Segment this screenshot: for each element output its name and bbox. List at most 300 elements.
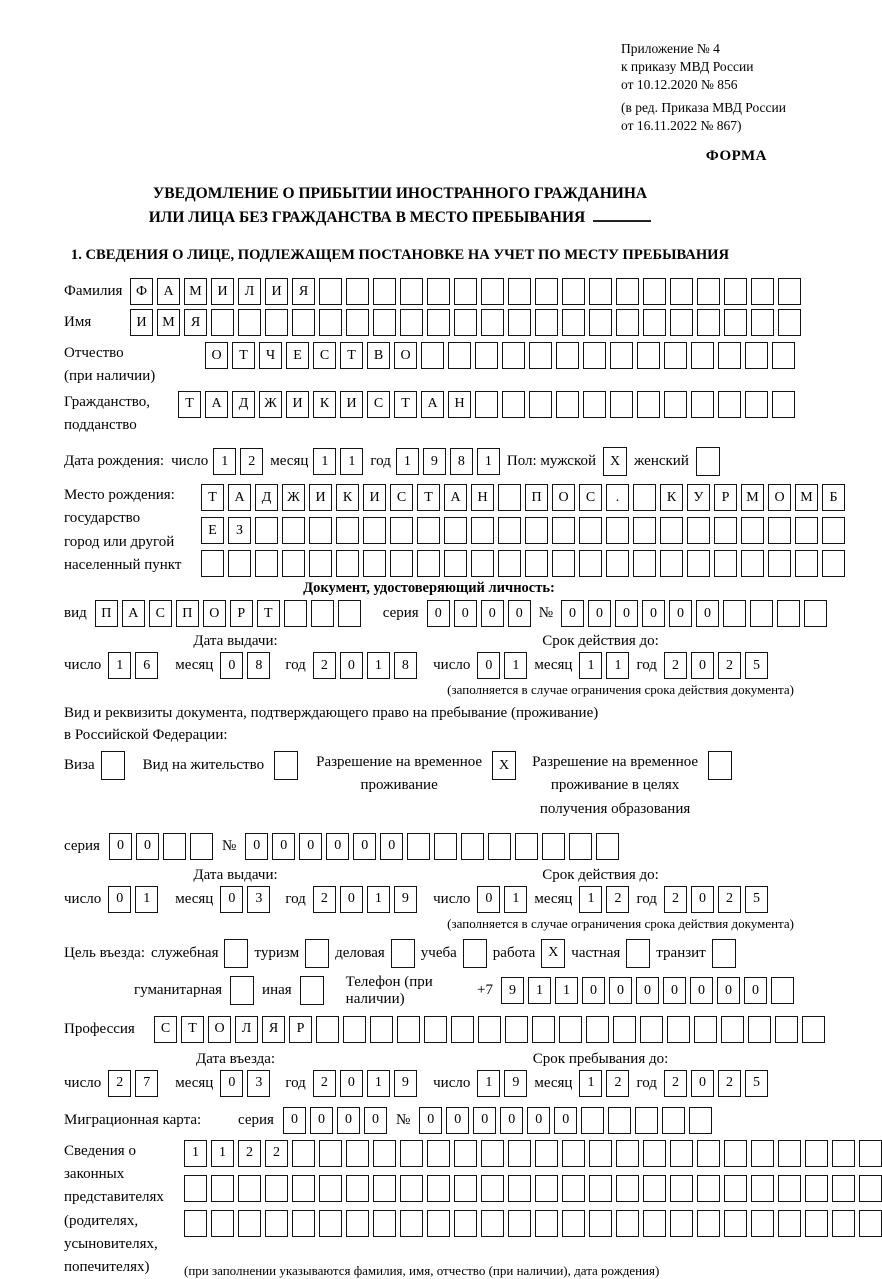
form-cell (616, 1210, 639, 1237)
form-cell: Т (232, 342, 255, 369)
form-cell (556, 342, 579, 369)
year-label: год (636, 1074, 657, 1091)
form-cell (559, 1016, 582, 1043)
form-cell: Ж (259, 391, 282, 418)
form-cell (589, 1175, 612, 1202)
form-cell (390, 550, 413, 577)
purpose-other-checkbox[interactable] (300, 976, 324, 1005)
surname-input[interactable] (130, 278, 801, 305)
form-cell: Е (201, 517, 224, 544)
phone-input[interactable] (501, 977, 794, 1004)
phone-prefix: +7 (477, 982, 493, 999)
form-cell: 6 (135, 652, 158, 679)
form-cell (724, 278, 747, 305)
form-cell (529, 391, 552, 418)
residence-permit-label: Вид на жительство (142, 757, 265, 773)
id-number-label: № (538, 605, 553, 621)
form-cell (363, 550, 386, 577)
temp-residence-checkbox[interactable] (492, 751, 516, 780)
form-cell (391, 939, 415, 968)
day-label: число (433, 657, 471, 673)
purpose-work-checkbox[interactable] (541, 939, 565, 968)
id-series-input[interactable] (427, 600, 531, 627)
purpose-transit-checkbox[interactable] (712, 939, 736, 968)
form-cell: Д (232, 391, 255, 418)
section1-heading: 1. СВЕДЕНИЯ О ЛИЦЕ, ПОДЛЕЖАЩЕМ ПОСТАНОВКЕ НА УЧЕТ ПО МЕСТУ ПРЕБЫВАНИЯ (70, 247, 730, 263)
form-cell (635, 1107, 658, 1134)
form-cell (454, 1210, 477, 1237)
form-cell: И (130, 309, 153, 336)
day-label: число (64, 1074, 102, 1091)
form-cell (768, 517, 791, 544)
form-cell (498, 484, 521, 511)
temp-res-edu-label-line3: получения образования (539, 800, 691, 817)
form-cell (319, 309, 342, 336)
form-cell (373, 1175, 396, 1202)
form-cell: 1 (367, 1070, 390, 1097)
form-cell (481, 1140, 504, 1167)
form-cell: 0 (691, 1070, 714, 1097)
purpose-label: Цель въезда: (64, 944, 145, 961)
form-cell: 0 (669, 600, 692, 627)
form-cell: Я (262, 1016, 285, 1043)
form-cell: 1 (367, 886, 390, 913)
form-cell (478, 1016, 501, 1043)
citizenship-row (64, 391, 794, 438)
patronymic-label (64, 342, 205, 389)
form-cell (475, 391, 498, 418)
form-cell (400, 278, 423, 305)
form-cell (745, 391, 768, 418)
permit-expiry-month-input[interactable] (579, 886, 629, 913)
form-cell (643, 1210, 666, 1237)
form-cell (451, 1016, 474, 1043)
migration-number-label: № (395, 1111, 411, 1128)
form-cell: Н (471, 484, 494, 511)
revision-line: от 16.11.2022 № 867) (621, 118, 742, 134)
form-cell (691, 391, 714, 418)
form-cell: О (394, 342, 417, 369)
form-cell: М (741, 484, 764, 511)
appendix-line: от 10.12.2020 № 856 (621, 76, 738, 92)
form-cell: П (525, 484, 548, 511)
id-number-input[interactable] (561, 600, 827, 627)
permit-expiry-header: Срок действия до: (542, 866, 659, 883)
birth-day-input[interactable] (213, 448, 263, 475)
purpose-tourism-checkbox[interactable] (305, 939, 329, 968)
form-cell (508, 309, 531, 336)
form-cell: 1 (477, 448, 500, 475)
stay-until-date (407, 1070, 794, 1097)
form-cell (284, 600, 307, 627)
form-cell (265, 309, 288, 336)
form-cell (724, 1210, 747, 1237)
form-cell: 0 (690, 977, 713, 1004)
form-cell (805, 1140, 828, 1167)
form-cell (583, 342, 606, 369)
representatives-input-row3[interactable] (184, 1210, 882, 1237)
form-cell (691, 342, 714, 369)
form-cell (407, 833, 430, 860)
form-cell: 1 (504, 652, 527, 679)
form-cell (616, 309, 639, 336)
form-cell: 1 (579, 886, 602, 913)
purpose-tourism-label: туризм (254, 944, 300, 961)
sex-male-checkbox[interactable] (603, 447, 627, 476)
representatives-input-row1[interactable] (184, 1140, 882, 1167)
permit-expiry-year-input[interactable] (664, 886, 768, 913)
purpose-business-label: деловая (335, 944, 385, 961)
form-cell (670, 278, 693, 305)
form-cell: Т (178, 391, 201, 418)
form-cell (508, 1140, 531, 1167)
doc-type-input[interactable] (95, 600, 361, 627)
form-cell: 0 (636, 977, 659, 1004)
birth-place-label-line2: государство (64, 510, 141, 527)
purpose-business-checkbox[interactable] (391, 939, 415, 968)
id-issue-date (64, 652, 407, 679)
birth-place-input-row3[interactable] (201, 550, 845, 577)
sex-female-checkbox[interactable] (696, 447, 720, 476)
permit-issue-day-input[interactable] (108, 886, 158, 913)
form-cell: 0 (340, 1070, 363, 1097)
form-cell (532, 1016, 555, 1043)
form-cell: И (309, 484, 332, 511)
permit-series-input[interactable] (109, 833, 213, 860)
form-cell (694, 1016, 717, 1043)
form-cell (772, 342, 795, 369)
form-cell: О (208, 1016, 231, 1043)
form-cell (529, 342, 552, 369)
form-cell (535, 309, 558, 336)
birth-place-label (64, 484, 201, 577)
stay-year-input[interactable] (664, 1070, 768, 1097)
form-cell (427, 1210, 450, 1237)
form-cell: 0 (609, 977, 632, 1004)
purpose-study-label: учеба (420, 944, 457, 961)
form-cell (643, 278, 666, 305)
stay-until-header: Срок пребывания до: (532, 1050, 669, 1067)
birth-place-input-row2[interactable] (201, 517, 845, 544)
birth-place-label-line4: населенный пункт (64, 556, 182, 573)
month-label: месяц (175, 657, 214, 673)
form-cell: 0 (508, 600, 531, 627)
form-cell: Р (289, 1016, 312, 1043)
form-cell (190, 833, 213, 860)
form-cell: 0 (454, 600, 477, 627)
form-cell (569, 833, 592, 860)
id-expiry-date (407, 652, 794, 679)
form-cell: 3 (247, 1070, 270, 1097)
form-cell (714, 550, 737, 577)
form-cell (454, 1175, 477, 1202)
form-cell (723, 600, 746, 627)
form-cell (643, 309, 666, 336)
form-cell (336, 550, 359, 577)
form-cell: 0 (220, 652, 243, 679)
form-cell (343, 1016, 366, 1043)
representatives-input-row2[interactable] (184, 1175, 882, 1202)
birth-year-input[interactable] (396, 448, 500, 475)
id-expiry-year-input[interactable] (664, 652, 768, 679)
form-cell: 0 (663, 977, 686, 1004)
entry-month-input[interactable] (220, 1070, 270, 1097)
form-cell (454, 1140, 477, 1167)
temp-residence-education-checkbox[interactable] (708, 751, 732, 780)
form-cell: 1 (367, 652, 390, 679)
purpose-private-checkbox[interactable] (626, 939, 650, 968)
citizenship-input[interactable] (178, 391, 795, 418)
entry-date (64, 1070, 407, 1097)
form-cell: К (336, 484, 359, 511)
permit-issue-year-input[interactable] (313, 886, 417, 913)
form-cell: О (768, 484, 791, 511)
form-cell: 0 (588, 600, 611, 627)
form-cell (697, 1175, 720, 1202)
day-label: число (433, 1074, 471, 1091)
form-cell: 9 (394, 1070, 417, 1097)
profession-row (64, 1016, 794, 1043)
form-cell (101, 751, 125, 780)
form-cell: Р (714, 484, 737, 511)
id-series-label: серия (382, 605, 419, 621)
form-cell (400, 1140, 423, 1167)
residence-permit-checkbox[interactable] (274, 751, 298, 780)
form-cell (515, 833, 538, 860)
form-cell: 2 (664, 652, 687, 679)
form-cell: 0 (353, 833, 376, 860)
form-cell: 0 (696, 600, 719, 627)
form-cell: Б (822, 484, 845, 511)
form-cell (228, 550, 251, 577)
id-expiry-day-input[interactable] (477, 652, 527, 679)
stay-month-input[interactable] (579, 1070, 629, 1097)
form-cell: 0 (615, 600, 638, 627)
purpose-humanitarian-checkbox[interactable] (230, 976, 254, 1005)
permit-issue-date (64, 886, 407, 913)
form-cell (721, 1016, 744, 1043)
migration-series-input[interactable] (283, 1107, 387, 1134)
day-label: число (64, 657, 102, 673)
form-cell (805, 1210, 828, 1237)
form-cell (363, 517, 386, 544)
form-cell: 9 (394, 886, 417, 913)
phone-label: Телефон (при наличии) (345, 973, 433, 1007)
form-cell: 1 (213, 448, 236, 475)
form-cell (255, 550, 278, 577)
profession-input[interactable] (154, 1016, 825, 1043)
form-cell: Я (292, 278, 315, 305)
form-cell: 1 (555, 977, 578, 1004)
permit-number-input[interactable] (245, 833, 619, 860)
form-cell: 0 (108, 886, 131, 913)
form-cell: 0 (364, 1107, 387, 1134)
temp-residence-education-option (532, 751, 732, 821)
form-cell: Е (286, 342, 309, 369)
form-cell (741, 550, 764, 577)
birth-month-input[interactable] (313, 448, 363, 475)
permit-number-label: № (221, 837, 237, 854)
form-label: ФОРМА (705, 148, 767, 164)
permit-issue-month-input[interactable] (220, 886, 270, 913)
form-cell: И (340, 391, 363, 418)
form-cell (670, 1210, 693, 1237)
form-cell (184, 1175, 207, 1202)
purpose-work-label: работа (492, 944, 536, 961)
migration-card-label: Миграционная карта: (64, 1111, 202, 1128)
form-cell: И (363, 484, 386, 511)
form-cell (444, 550, 467, 577)
form-cell (525, 550, 548, 577)
form-cell (616, 1175, 639, 1202)
entry-day-input[interactable] (108, 1070, 158, 1097)
form-cell: Т (201, 484, 224, 511)
permit-expiry-date (407, 886, 794, 913)
form-cell: Л (238, 278, 261, 305)
form-cell (724, 1140, 747, 1167)
id-issue-year-input[interactable] (313, 652, 417, 679)
form-cell (292, 1175, 315, 1202)
form-cell: Ч (259, 342, 282, 369)
form-cell: 2 (238, 1140, 261, 1167)
revision-line: (в ред. Приказа МВД России (621, 100, 786, 116)
form-cell (230, 976, 254, 1005)
form-cell: 0 (340, 886, 363, 913)
patronymic-input[interactable] (205, 342, 795, 369)
form-cell (637, 391, 660, 418)
form-cell (525, 517, 548, 544)
given-name-row (64, 309, 794, 336)
representatives-note: (при заполнении указываются фамилия, имя, отчество (при наличии), дата рождения) (184, 1262, 660, 1278)
form-cell (741, 517, 764, 544)
form-cell: 0 (561, 600, 584, 627)
form-cell: Я (184, 309, 207, 336)
temp-residence-label (316, 751, 482, 798)
form-cell (535, 278, 558, 305)
form-cell: 2 (265, 1140, 288, 1167)
form-cell (832, 1140, 855, 1167)
visa-checkbox[interactable] (101, 751, 125, 780)
form-cell (670, 1140, 693, 1167)
form-cell (163, 833, 186, 860)
form-cell: 0 (691, 886, 714, 913)
form-cell: А (205, 391, 228, 418)
form-cell: Т (181, 1016, 204, 1043)
purpose-study-checkbox[interactable] (463, 939, 487, 968)
form-cell (660, 517, 683, 544)
form-cell (505, 1016, 528, 1043)
purpose-other-label: иная (262, 982, 292, 999)
form-cell (535, 1175, 558, 1202)
form-cell (859, 1210, 882, 1237)
form-cell (508, 1210, 531, 1237)
form-cell (346, 309, 369, 336)
form-cell: 2 (664, 886, 687, 913)
form-cell (471, 517, 494, 544)
form-cell (589, 1210, 612, 1237)
form-cell: Т (340, 342, 363, 369)
form-cell: 0 (272, 833, 295, 860)
form-cell (778, 309, 801, 336)
year-label: год (285, 1074, 306, 1091)
form-cell (613, 1016, 636, 1043)
form-cell (696, 447, 720, 476)
purpose-official-label: служебная (150, 944, 219, 961)
stay-day-input[interactable] (477, 1070, 527, 1097)
migration-number-input[interactable] (419, 1107, 712, 1134)
form-cell (265, 1175, 288, 1202)
permit-dates-row (64, 886, 794, 913)
form-cell: Р (230, 600, 253, 627)
form-cell: 0 (554, 1107, 577, 1134)
form-cell (751, 309, 774, 336)
id-dates-row (64, 652, 794, 679)
form-cell: К (660, 484, 683, 511)
form-cell: 2 (313, 1070, 336, 1097)
form-cell: 1 (313, 448, 336, 475)
form-cell: К (313, 391, 336, 418)
patronymic-label-line1: Отчество (64, 345, 124, 361)
birth-date-row (64, 447, 794, 476)
form-cell (804, 600, 827, 627)
form-cell (689, 1107, 712, 1134)
id-expiry-month-input[interactable] (579, 652, 629, 679)
form-cell (319, 1140, 342, 1167)
form-cell (552, 550, 575, 577)
year-label: год (636, 657, 657, 673)
permit-expiry-day-input[interactable] (477, 886, 527, 913)
form-cell (697, 1140, 720, 1167)
form-cell (832, 1210, 855, 1237)
form-cell (316, 1016, 339, 1043)
residence-doc-options (64, 751, 794, 821)
year-label: год (370, 453, 391, 469)
form-cell: 2 (718, 1070, 741, 1097)
form-cell (305, 939, 329, 968)
form-cell (724, 309, 747, 336)
id-issue-month-input[interactable] (220, 652, 270, 679)
purpose-official-checkbox[interactable] (224, 939, 248, 968)
form-cell (579, 517, 602, 544)
month-label: месяц (175, 890, 214, 907)
form-cell (471, 550, 494, 577)
id-doc-row (64, 600, 794, 627)
permit-series-label: серия (64, 837, 100, 854)
birth-place-input-row1[interactable] (201, 484, 845, 511)
permit-dates-headers (64, 867, 794, 884)
citizenship-label-line1: Гражданство, (64, 393, 151, 410)
form-cell (282, 550, 305, 577)
form-cell: У (687, 484, 710, 511)
form-cell (660, 550, 683, 577)
form-title-line1: УВЕДОМЛЕНИЕ О ПРИБЫТИИ ИНОСТРАННОГО ГРАЖДАНИНА (152, 185, 648, 202)
form-cell (292, 1140, 315, 1167)
birth-place-block (64, 484, 838, 577)
form-cell (309, 517, 332, 544)
form-cell (444, 517, 467, 544)
form-cell: 1 (579, 1070, 602, 1097)
representatives-block (64, 1140, 794, 1279)
entry-year-input[interactable] (313, 1070, 417, 1097)
form-cell: 1 (504, 886, 527, 913)
form-cell: 0 (582, 977, 605, 1004)
form-cell: 0 (283, 1107, 306, 1134)
form-cell (373, 1210, 396, 1237)
given-name-input[interactable] (130, 309, 801, 336)
id-issue-day-input[interactable] (108, 652, 158, 679)
form-cell: 9 (501, 977, 524, 1004)
form-cell: 2 (240, 448, 263, 475)
